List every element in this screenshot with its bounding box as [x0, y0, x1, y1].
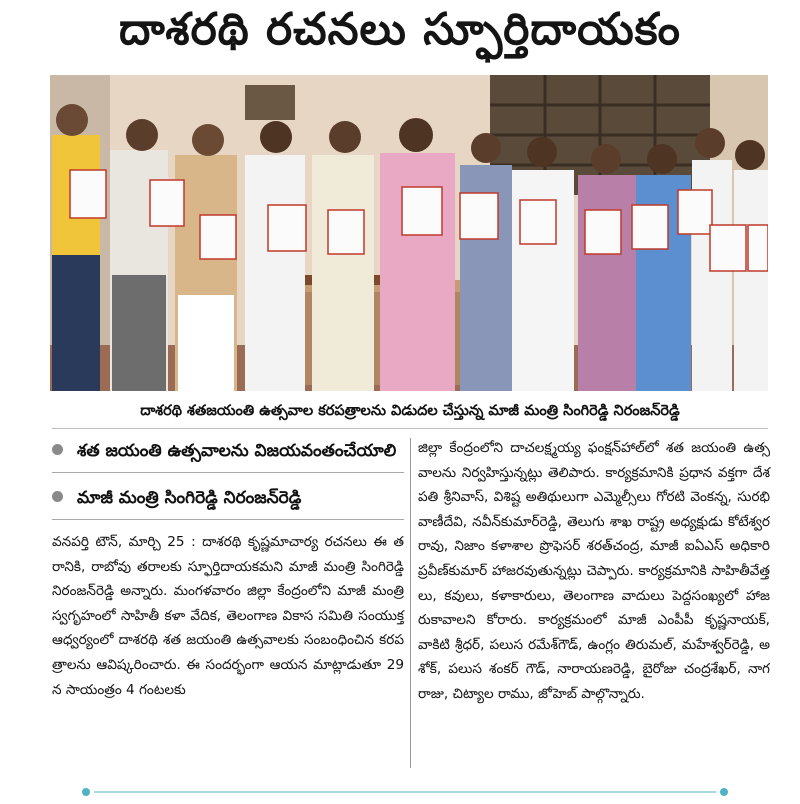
highlight-text: శత జయంతి ఉత్సవాలను విజయవంతంచేయాలి — [77, 441, 397, 461]
photo-caption: దాశరథి శతజయంతి ఉత్సవాల కరపత్రాలను విడుదల చేస్తున్న మాజీ మంత్రి సింగిరెడ్డి నిరంజన్‌రెడ్డి — [52, 398, 768, 429]
bullet-icon — [52, 491, 63, 502]
headline: దాశరథి రచనలు స్ఫూర్తిదాయకం — [119, 4, 681, 55]
article-text-left: వనపర్తి టౌన్‌, మార్చి 25 : దాశరథి కృష్ణమాచార్య రచనలు ఈ తరానికి, రాబోవు తరాలకు స్ఫూర్తిదాయకమని మాజీ మంత్రి సింగిరెడ్డి నిరంజన్‌రెడ్డి అన్నారు. మంగళవారం జిల్లా కేంద్రంలోని మాజీ మంత్రి స్వగృహంలో సాహితీ కళా వేదిక, తెలంగాణ వికాస సమితి సంయుక్త ఆధ్వర్యంలో దాశరథి శత జయంతి ఉత్సవాలకు సంబంధించిన కరపత్రాలను ఆవిష్కరించారు. ఈ సందర్భంగా ఆయన మాట్లాడుతూ 29న సాయంత్రం 4 గంటలకు — [52, 534, 404, 698]
left-column — [52, 436, 404, 702]
highlight-item — [52, 436, 404, 466]
highlight-item — [52, 483, 404, 513]
column-divider — [410, 438, 411, 768]
right-column — [418, 436, 770, 707]
highlight-divider — [52, 472, 404, 473]
footer-rule — [80, 782, 730, 792]
bullet-icon — [52, 444, 63, 455]
article-text-right: జిల్లా కేంద్రంలోని దాచలక్ష్మయ్య ఫంక్షన్‌హాల్‌లో శత జయంతి ఉత్సవాలను నిర్వహిస్తున్నట్లు తెలిపారు. కార్యక్రమానికి ప్రధాన వక్తగా దేశపతి శ్రీనివాస్‌, విశిష్ట అతిథులుగా ఎమ్మెల్సీలు గోరటి వెంకన్న, సురభి వాణీదేవి, నవీన్‌కుమార్‌రెడ్డి, తెలుగు శాఖ రాష్ట్ర అధ్యక్షుడు కోటేశ్వరరావు, నిజాం కళాశాల ప్రొఫెసర్‌ శరత్‌చంద్ర, మాజీ ఐఏఎస్‌ అధికారి ప్రవీణ్‌కుమార్‌ హాజరవుతున్నట్లు చెప్పారు. కార్యక్రమానికి సాహితీవేత్తలు, కవులు, కళాకారులు, తెలంగాణ వాదులు పెద్దసంఖ్యలో హాజరుకావాలని కోరారు. కార్యక్రమంలో మాజీ ఎంపీపీ కృష్ణనాయక్‌, వాకిటి శ్రీధర్‌, పలుస రమేశ్‌గౌడ్‌, ఉంగ్లం తిరుమల్‌, మహేశ్వర్‌రెడ్డి, అశోక్‌, పలుస శంకర్‌ గౌడ్‌, నారాయణరెడ్డి, బైరోజు చంద్రశేఖర్‌, నాగరాజు, చిట్యాల రాము, జోహెబ్‌ పాల్గొన్నారు. — [418, 440, 770, 702]
highlight-divider — [52, 519, 404, 520]
news-photo — [50, 75, 768, 391]
highlight-text: మాజీ మంత్రి సింగిరెడ్డి నిరంజన్‌రెడ్డి — [77, 488, 302, 508]
